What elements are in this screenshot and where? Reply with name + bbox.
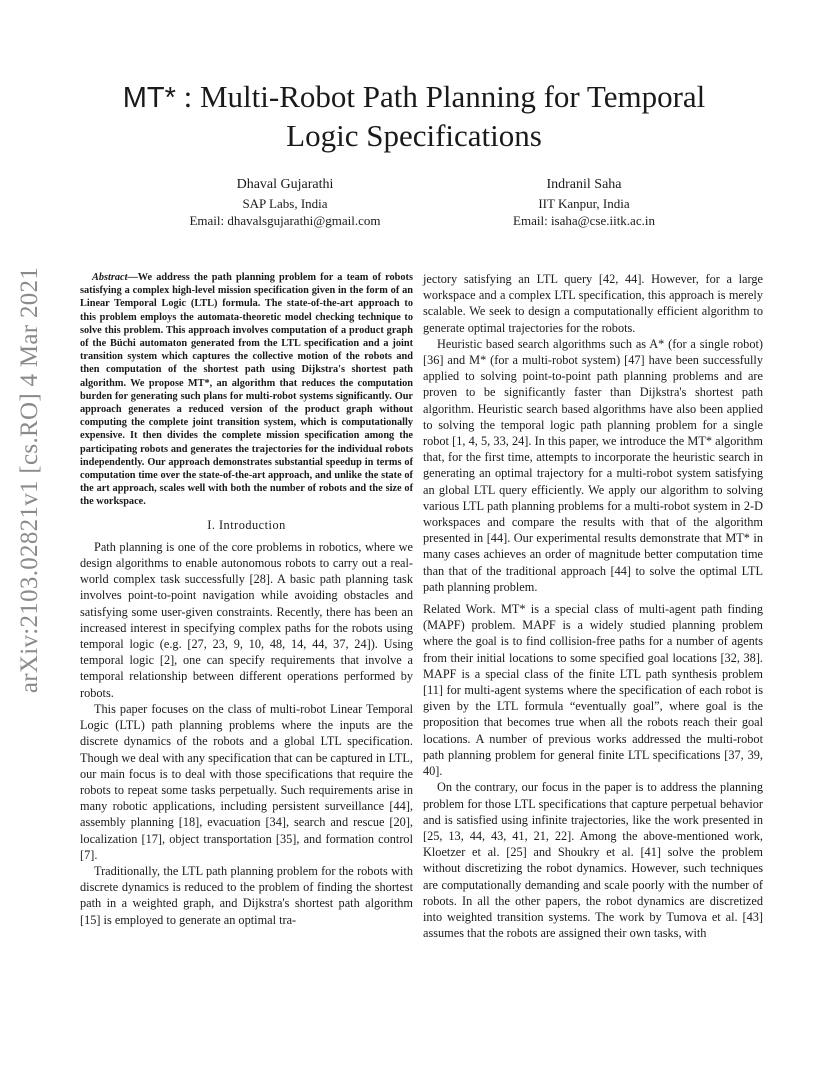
- body-paragraph: On the contrary, our focus in the paper is to address the planning problem for those LTL specifications that capture perpetual behavior and is satisfied using infinite trajectories, like the work presented in [25, 13, 44, 43, 41, 21, 22]. Among the above-mentioned work, Kloetzer et al. [25] and Shoukry et al. [41] solve the problem without discretizing the robot dynamics. However, such techniques are computationally demanding and scale poorly with the number of robots. In all the other papers, the robot dynamics are discretized into weighted transition systems. The work by Tumova et al. [43] assumes that the robots are assigned their own tasks, with: [423, 780, 763, 941]
- author-affiliation: IIT Kanpur, India: [538, 196, 630, 211]
- intro-paragraph: Path planning is one of the core problems in robotics, where we design algorithms to enable autonomous robots to carry out a real-world complex task successfully [28]. A basic path planning task involves point-to-point navigation while avoiding obstacles and satisfying some user-given constraints. Recently, there has been an increased interest in specifying complex paths for the robots using temporal logic (e.g. [27, 23, 9, 10, 48, 14, 44, 37, 24]). Using temporal logic [2], one can specify requirements that involve a temporal relationship between different operations performed by robots.: [80, 539, 413, 700]
- author-email: Email: dhavalsgujarathi@gmail.com: [189, 213, 381, 228]
- abstract: [80, 271, 413, 509]
- intro-paragraph: Traditionally, the LTL path planning problem for the robots with discrete dynamics is reduced to the problem of finding the shortest path in a weighted graph, and Dijkstra's shortest path algorithm [15] is employed to generate an optimal tra-: [80, 863, 413, 927]
- arxiv-identifier: [12, 266, 48, 694]
- intro-paragraph: This paper focuses on the class of multi-robot Linear Temporal Logic (LTL) path planning problems where the inputs are the discrete dynamics of the robots and a global LTL specification. Though we deal with any specification that can be captured in LTL, our main focus is to deal with those specifications that require the robots to repeat some tasks perpetually. Such requirements arise in many robotic applications, including persistent surveillance [44], assembly planning [18], evacuation [34], search and rescue [20], localization [17], object transportation [35], and formation control [7].: [80, 701, 413, 862]
- author-email: Email: isaha@cse.iitk.ac.in: [513, 213, 655, 228]
- title-line1: : Multi-Robot Path Planning for Temporal: [175, 79, 706, 114]
- body-paragraph: jectory satisfying an LTL query [42, 44]. However, for a large workspace and a complex LTL specification, this approach is merely scalable. We seek to design a computationally efficient algorithm to generate optimal trajectories for the robots.: [423, 272, 763, 335]
- abstract-text: —We address the path planning problem for a team of robots satisfying a complex high-level mission specification given in the form of an Linear Temporal Logic (LTL) formula. The state-of-the-art approach to this problem employs the automata-theoretic model checking technique to solve this problem. This approach involves computation of a product graph of the Büchi automaton generated from the LTL specification and a joint transition system which captures the collective motion of the robots and then computation of the shortest path using Dijkstra's shortest path algorithm. We propose MT*, an algorithm that reduces the computation burden for generating such plans for multi-robot systems significantly. Our approach generates a reduced version of the product graph without computing the complete joint transition system, which is computationally expensive. It then divides the complete mission specification among the participating robots and generates the trajectories for the individual robots independently. Our approach demonstrates substantial speedup in terms of computation time over the state-of-the-art approach, and unlike the state of the art approach, scales well with both the number of robots and the size of the workspace.: [80, 272, 413, 508]
- author-block-2: [474, 176, 694, 229]
- title-mt-star: MT*: [122, 82, 176, 114]
- author-block-1: [175, 176, 395, 229]
- title-line2: Logic Specifications: [286, 118, 542, 153]
- right-column: [423, 271, 763, 941]
- left-column: [80, 271, 413, 928]
- paper-title: [60, 78, 768, 155]
- arxiv-id-text: arXiv:2103.02821v1 [cs.RO] 4 Mar 2021: [16, 266, 44, 694]
- author-affiliation: SAP Labs, India: [242, 196, 328, 211]
- author-name: Indranil Saha: [546, 177, 622, 192]
- section-heading-introduction: I. Introduction: [207, 517, 286, 532]
- body-paragraph: Heuristic based search algorithms such as A* (for a single robot) [36] and M* (for a multi-robot system) [47] have been successfully applied to solving point-to-point path planning problems and are proven to be significantly faster than Dijkstra's shortest path algorithm. Heuristic search based algorithms have also been applied to solving the temporal logic path planning problem for a single robot [1, 4, 5, 33, 24]. In this paper, we introduce the MT* algorithm that, for the first time, attempts to incorporate the heuristic search in generating an optimal trajectory for a multi-robot system satisfying an global LTL query efficiently. We apply our algorithm to solving various LTL path planning problems for a multi-robot system in 2-D workspaces and compare the results with that of the algorithm presented in [44]. Our experimental results demonstrate that MT* in many cases achieves an order of magnitude better computation time than that of the traditional approach [44] to solve the optimal LTL path planning problem.: [423, 336, 763, 594]
- related-work-paragraph: Related Work. MT* is a special class of multi-agent path finding (MAPF) problem. MAPF is a widely studied planning problem where the goal is to find collision-free paths for a number of agents from their initial locations to some specified goal locations [32, 38]. MAPF is a special class of the finite LTL path synthesis problem [11] for multi-agent systems where the specification of each robot is given by the LTL formula “eventually goal”, where goal is the proposition that becomes true when all the robots reach their goal locations. A number of previous works addressed the multi-robot path planning problem for general finite LTL specifications [37, 39, 40].: [423, 602, 763, 779]
- abstract-label: Abstract: [92, 272, 128, 283]
- author-name: Dhaval Gujarathi: [236, 177, 334, 192]
